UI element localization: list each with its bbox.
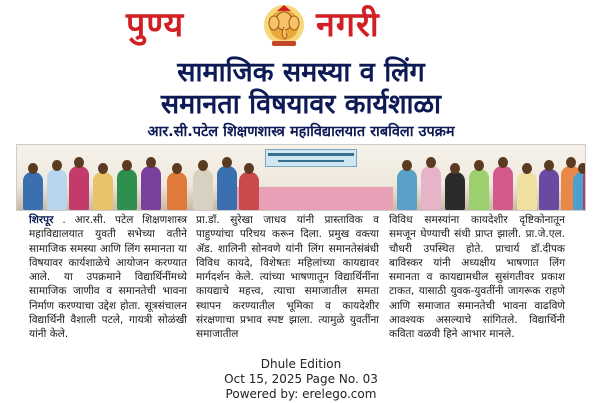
masthead-right-word: नगरी	[316, 5, 380, 45]
attendee-figure	[217, 166, 237, 210]
attendee-figure	[493, 166, 513, 210]
article-column-2: प्रा.डॉ. सुरेखा जाधव यांनी प्रास्ताविक व पाहुण्यांचा परिचय करून दिला. प्रमुख वक्त्या ॲड. शालिनी सोनवणे यांनी लिंग समानतेसंबंधी विविध कायदे, विशेषतः महिलांच्या कायद्यावर मार्गदर्शन केले. त्यांच्या भाषणातून विद्यार्थिनींना कायद्याचे महत्त्व, त्याचा समाजातील समता स्थापन करण्यातील भूमिका व कायदेशीर संरक्षणाचा प्रभाव स्पष्ट झाला. त्यामुळे युवतींना समाजातील	[196, 214, 379, 341]
attendee-head	[198, 160, 208, 171]
attendee-head	[98, 163, 108, 174]
attendee-head	[122, 160, 132, 171]
attendee-figure	[93, 172, 113, 210]
attendee-figure	[47, 169, 67, 210]
banner-text-line	[278, 160, 344, 162]
attendee-head	[544, 160, 554, 171]
banner-text-line	[268, 153, 354, 156]
attendee-head	[74, 157, 84, 168]
attendee-figure	[469, 169, 489, 210]
attendee-figure	[69, 166, 89, 210]
powered-by-link[interactable]: Powered by: erelego.com	[225, 387, 377, 401]
stage-banner	[265, 149, 357, 167]
subheadline: आर.सी.पटेल शिक्षणशास्त्र महाविद्यालयात राबविला उपक्रम	[147, 124, 455, 140]
attendee-head	[244, 163, 254, 174]
attendee-figure	[517, 172, 537, 210]
masthead-left-word: पुण्य	[126, 5, 185, 45]
dateline: शिरपूर	[29, 214, 54, 226]
attendee-head	[450, 163, 460, 174]
column-1-text: . आर.सी. पटेल शिक्षणशास्त्र महाविद्यालयात युवती सभेच्या वतीने सामाजिक समस्या आणि लिंग समानता या विषयावर कार्यशाळेचे आयोजन करण्यात आले. या उपक्रमाने विद्यार्थिनींमध्ये सामाजिक जाणीव व समानतेची भावना निर्माण करण्याचा उद्देश होता. सूत्रसंचालन विद्यार्थिनी वैशाली पटले, गायत्री सोळंखी यांनी केले.	[29, 214, 187, 341]
headline-line-1: सामाजिक समस्या व लिंग	[177, 57, 425, 88]
article-column-1	[29, 213, 187, 342]
attendee-figure	[141, 166, 161, 210]
attendee-head	[566, 157, 576, 168]
attendee-head	[522, 163, 532, 174]
attendee-head	[402, 160, 412, 171]
article-column-3: विविध समस्यांना कायदेशीर दृष्टिकोनातून समजून घेण्याची संधी प्राप्त झाली. प्रा.जे.एल. चौधरी उपस्थित होते. प्राचार्य डॉ.दीपक बाविस्कर यांनी अध्यक्षीय भाषणात लिंग समानता व कायद्यामधील सुसंगतीवर प्रकाश टाकत, यासाठी युवक-युवतींनी जागरूक राहणे आणि समाजात समानतेची भावना वाढविणे आवश्यक असल्याचे सांगितले. विद्यार्थिनी कविता वळवी हिने आभार मानले.	[389, 214, 565, 341]
event-photo	[16, 144, 586, 211]
attendee-head	[172, 163, 182, 174]
attendee-figure	[239, 172, 259, 210]
attendee-head	[222, 157, 232, 168]
attendee-figure	[539, 169, 559, 210]
attendee-head	[426, 157, 436, 168]
attendee-figure	[421, 166, 441, 210]
masthead	[0, 0, 602, 50]
attendee-head	[146, 157, 156, 168]
attendee-head	[474, 160, 484, 171]
attendee-head	[28, 163, 38, 174]
attendee-figure	[117, 169, 137, 210]
edition-label: Dhule Edition	[260, 357, 342, 371]
attendee-figure	[193, 169, 213, 210]
attendee-figure	[23, 172, 43, 210]
attendee-head	[498, 157, 508, 168]
attendee-figure	[397, 169, 417, 210]
attendee-figure	[445, 172, 465, 210]
attendee-head	[52, 160, 62, 171]
date-page-label: Oct 15, 2025 Page No. 03	[224, 372, 378, 386]
attendee-figure	[167, 172, 187, 210]
headline-line-2: समानता विषयावर कार्यशाळा	[160, 89, 442, 120]
ganesha-emblem-icon	[258, 3, 310, 49]
attendee-figure	[583, 169, 586, 210]
